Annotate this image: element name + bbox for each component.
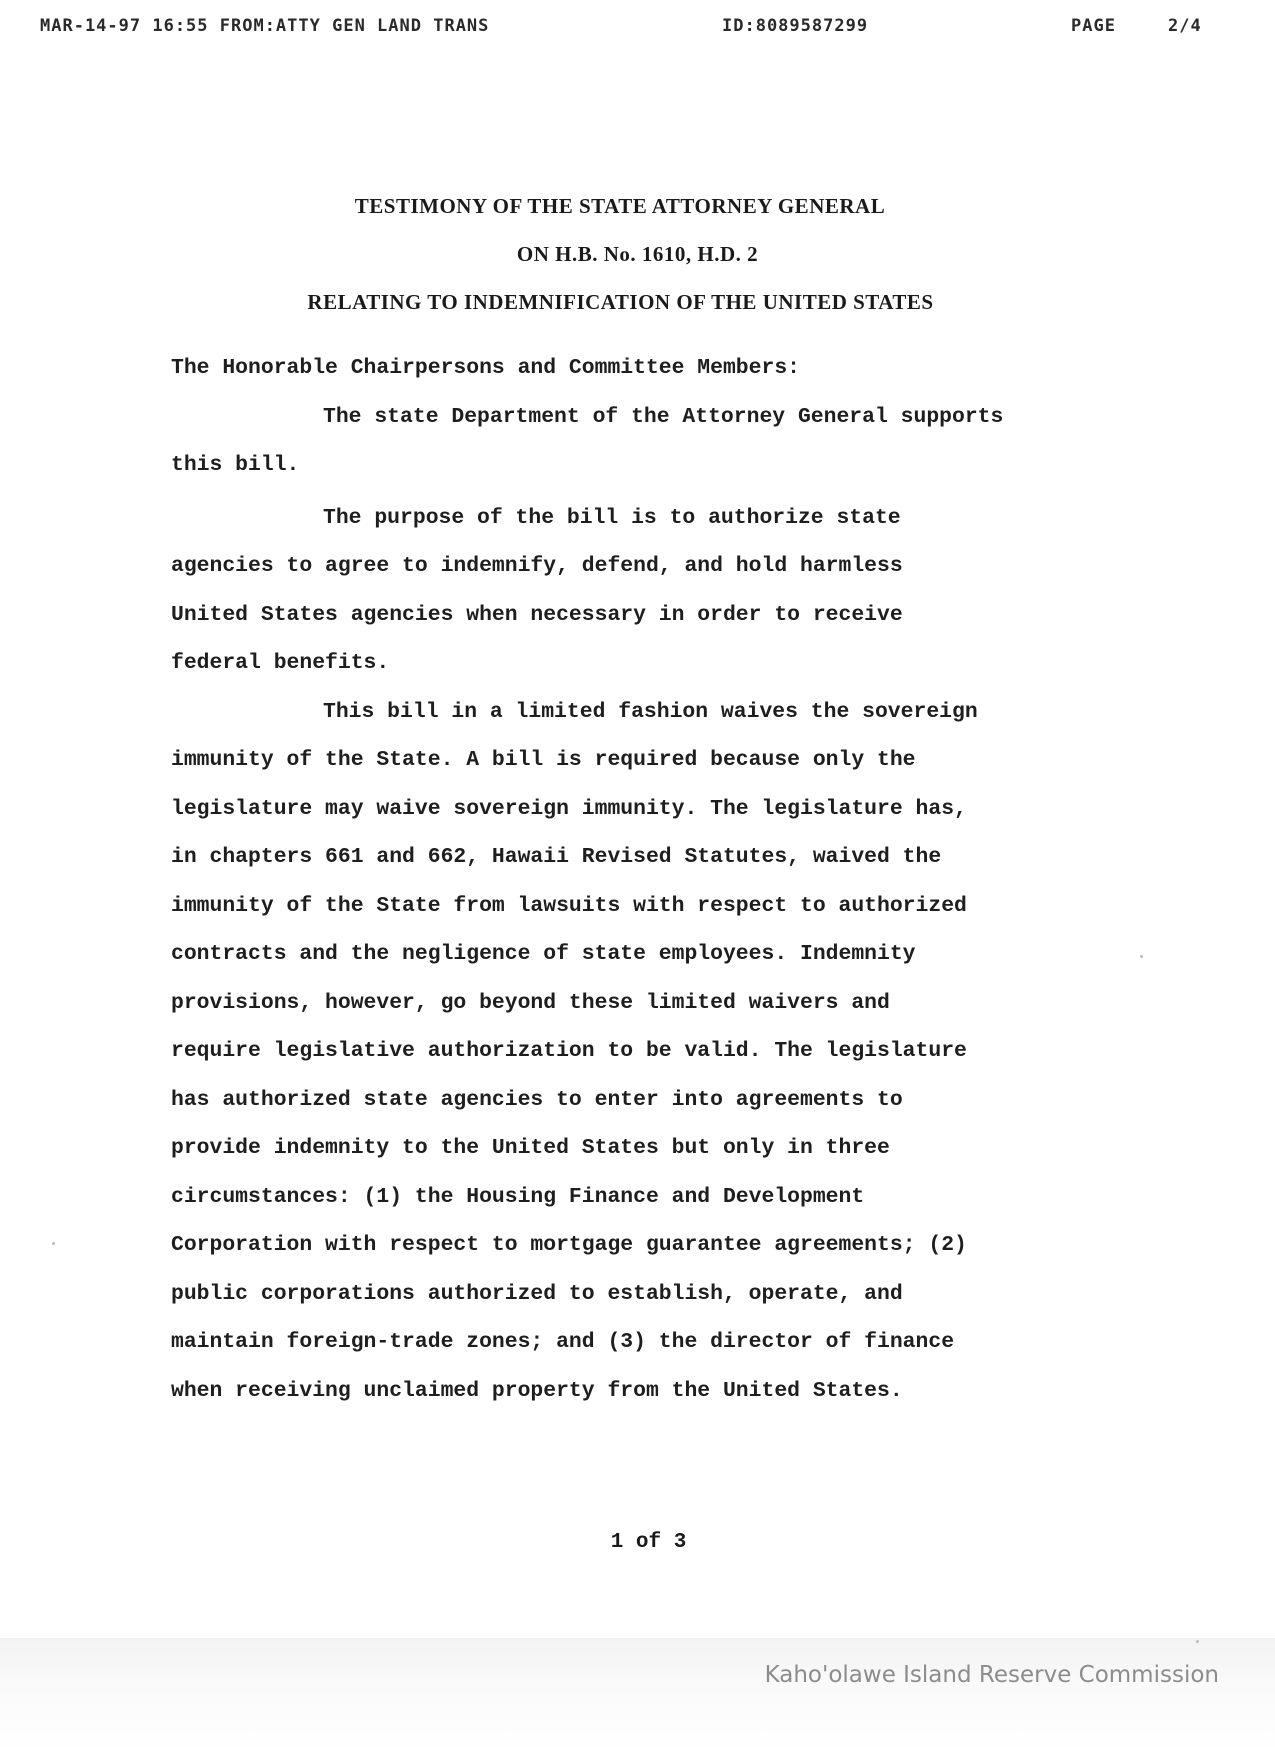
title-line: RELATING TO INDEMNIFICATION OF THE UNITED STATES [307, 290, 934, 314]
paragraph [171, 393, 1131, 490]
paragraph-line: The purpose of the bill is to authorize state [323, 505, 901, 530]
paragraph-line: public corporations authorized to establish, operate, and [171, 1281, 903, 1306]
paragraph [171, 494, 1131, 688]
fax-id: ID:8089587299 [722, 16, 869, 36]
paragraph-line: immunity of the State. A bill is required because only the [171, 748, 916, 772]
fax-page-number: 2/4 [1168, 16, 1202, 36]
paragraph-line: Corporation with respect to mortgage guarantee agreements; (2) [171, 1233, 967, 1257]
paragraph-line: United States agencies when necessary in order to receive [171, 602, 903, 627]
scan-speck [52, 1242, 55, 1245]
paragraph-line: this bill. [171, 453, 300, 477]
document-title [0, 182, 1275, 326]
paragraph-line: agencies to agree to indemnify, defend, and hold harmless [171, 554, 903, 578]
paragraph-line: provide indemnity to the United States but only in three [171, 1136, 890, 1160]
paragraph-line: legislature may waive sovereign immunity. The legislature has, [171, 796, 967, 821]
paragraph-line: contracts and the negligence of state employees. Indemnity [171, 942, 916, 966]
archive-watermark: Kaho'olawe Island Reserve Commission [764, 1662, 1219, 1688]
paragraph-line: federal benefits. [171, 651, 390, 675]
paragraph [171, 688, 1131, 1416]
fax-sender-line: MAR-14-97 16:55 FROM:ATTY GEN LAND TRANS [40, 16, 490, 36]
paragraph-line: This bill in a limited fashion waives the sovereign [323, 699, 978, 724]
fax-page-label: PAGE [1071, 16, 1116, 36]
title-line: ON H.B. No. 1610, H.D. 2 [516, 242, 759, 266]
scan-speck [1196, 1640, 1199, 1643]
paragraph-line: in chapters 661 and 662, Hawaii Revised Statutes, waived the [171, 845, 942, 869]
paragraph-line: when receiving unclaimed property from the United States. [171, 1378, 903, 1403]
paragraph-line: The state Department of the Attorney General supports [323, 404, 1004, 429]
scan-speck [1140, 955, 1143, 958]
paragraph-line: circumstances: (1) the Housing Finance and Development [171, 1184, 865, 1209]
title-line: TESTIMONY OF THE STATE ATTORNEY GENERAL [354, 194, 886, 218]
fax-transmission-header [40, 16, 1240, 40]
paragraph-line: provisions, however, go beyond these limited waivers and [171, 990, 890, 1015]
paragraph-line: has authorized state agencies to enter into agreements to [171, 1087, 903, 1112]
page-counter: 1 of 3 [610, 1531, 687, 1554]
paragraph-line: immunity of the State from lawsuits with respect to authorized [171, 893, 967, 918]
scan-edge-shadow [0, 1638, 1275, 1754]
paragraph-line: require legislative authorization to be valid. The legislature [171, 1039, 967, 1063]
paragraph-line: maintain foreign-trade zones; and (3) the director of finance [171, 1330, 955, 1354]
salutation: The Honorable Chairpersons and Committee Members: [171, 356, 800, 380]
testimony-body [171, 344, 1131, 1415]
